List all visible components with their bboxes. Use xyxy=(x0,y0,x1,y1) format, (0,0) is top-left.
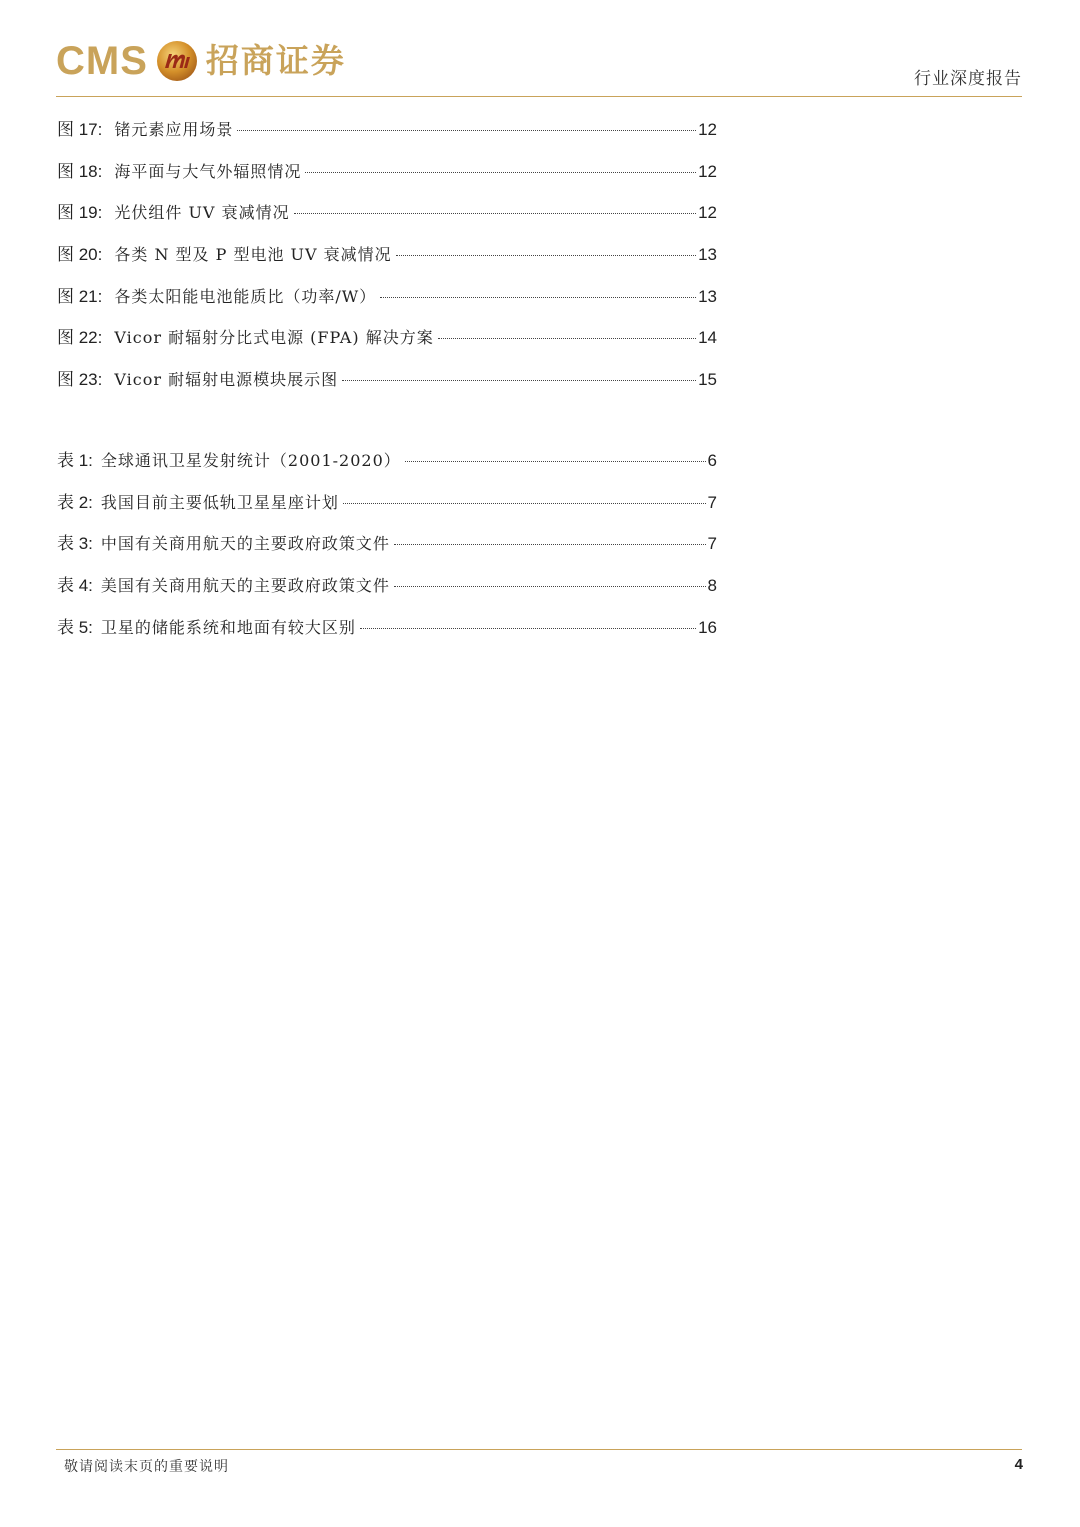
page-number: 4 xyxy=(1014,1456,1023,1473)
footer-divider xyxy=(56,1449,1022,1450)
toc-entry-page: 13 xyxy=(698,286,717,306)
toc-entry-label: 表 5: xyxy=(57,617,93,637)
toc-entry-page: 14 xyxy=(698,328,717,348)
toc-entry-page: 8 xyxy=(707,576,717,596)
toc-entry-title: 各类太阳能电池能质比（功率/W） xyxy=(114,286,377,306)
logo-latin-text: CMS xyxy=(56,39,148,83)
toc-entry-title: 各类 N 型及 P 型电池 UV 衰减情况 xyxy=(114,245,392,265)
toc-entry-page: 13 xyxy=(698,245,717,265)
table-list-item[interactable] xyxy=(57,446,717,488)
table-list-item[interactable] xyxy=(57,613,717,655)
toc-entry-page: 7 xyxy=(707,492,717,512)
toc-entry-label: 图 23: xyxy=(57,370,103,390)
toc-entry-title: 海平面与大气外辐照情况 xyxy=(114,161,302,181)
toc-entry-page: 6 xyxy=(707,451,717,470)
figure-list-item[interactable] xyxy=(57,198,717,240)
toc-entry-page: 15 xyxy=(698,370,717,390)
figure-list xyxy=(57,115,717,407)
toc-entry-title: 卫星的储能系统和地面有较大区别 xyxy=(100,617,356,637)
dot-leader xyxy=(405,461,706,462)
company-logo xyxy=(56,38,346,84)
toc-entry-title: Vicor 耐辐射分比式电源 (FPA) 解决方案 xyxy=(114,328,434,348)
toc-entry-page: 12 xyxy=(698,120,717,139)
header-divider xyxy=(56,96,1022,97)
toc-entry-label: 表 3: xyxy=(57,534,93,554)
toc-entry-label: 图 21: xyxy=(57,286,103,306)
table-list xyxy=(57,446,717,654)
figure-list-item[interactable] xyxy=(57,240,717,282)
dot-leader xyxy=(380,297,696,298)
figure-list-item[interactable] xyxy=(57,282,717,324)
toc-entry-title: 中国有关商用航天的主要政府政策文件 xyxy=(100,534,390,554)
table-list-item[interactable] xyxy=(57,529,717,571)
dot-leader xyxy=(396,255,696,256)
page-header xyxy=(56,36,1022,98)
dot-leader xyxy=(343,503,706,504)
table-list-item[interactable] xyxy=(57,571,717,613)
figure-list-item[interactable] xyxy=(57,157,717,199)
toc-entry-label: 图 17: xyxy=(57,120,103,139)
dot-leader xyxy=(394,586,706,587)
figure-list-item[interactable] xyxy=(57,365,717,407)
report-type-label: 行业深度报告 xyxy=(914,69,1022,89)
cms-emblem-icon xyxy=(156,40,198,82)
figure-list-item[interactable] xyxy=(57,323,717,365)
toc-entry-page: 16 xyxy=(698,617,717,637)
toc-entry-title: 锗元素应用场景 xyxy=(114,120,234,139)
dot-leader xyxy=(305,172,696,173)
toc-entry-page: 12 xyxy=(698,203,717,223)
logo-chinese-text: 招商证券 xyxy=(205,41,346,80)
toc-entry-label: 表 2: xyxy=(57,492,93,512)
toc-entry-label: 表 4: xyxy=(57,576,93,596)
figure-list-item[interactable] xyxy=(57,115,717,157)
toc-entry-title: 光伏组件 UV 衰减情况 xyxy=(114,203,290,223)
dot-leader xyxy=(294,213,697,214)
disclaimer-note: 敬请阅读末页的重要说明 xyxy=(64,1459,229,1475)
toc-entry-title: 我国目前主要低轨卫星星座计划 xyxy=(100,492,339,512)
dot-leader xyxy=(237,130,696,131)
toc-entry-page: 12 xyxy=(698,161,717,181)
toc-entry-label: 图 19: xyxy=(57,203,103,223)
toc-entry-title: 全球通讯卫星发射统计（2001-2020） xyxy=(100,451,401,470)
toc-entry-title: Vicor 耐辐射电源模块展示图 xyxy=(114,370,339,390)
toc-entry-title: 美国有关商用航天的主要政府政策文件 xyxy=(100,576,390,596)
table-list-item[interactable] xyxy=(57,488,717,530)
toc-entry-label: 图 22: xyxy=(57,328,103,348)
dot-leader xyxy=(438,338,696,339)
toc-entry-label: 图 18: xyxy=(57,161,103,181)
dot-leader xyxy=(342,380,696,381)
dot-leader xyxy=(394,544,706,545)
dot-leader xyxy=(360,628,696,629)
toc-entry-page: 7 xyxy=(707,534,717,554)
toc-entry-label: 表 1: xyxy=(57,451,93,470)
toc-entry-label: 图 20: xyxy=(57,245,103,265)
